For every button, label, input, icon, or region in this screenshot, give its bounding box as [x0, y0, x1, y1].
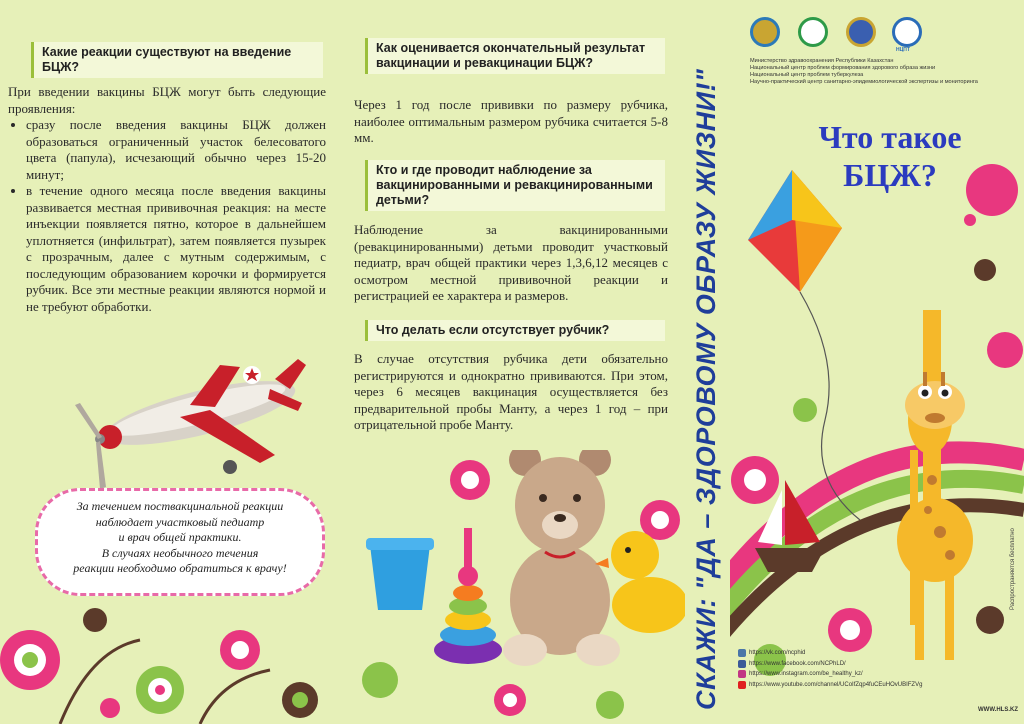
reactions-intro: При введении вакцины БЦЖ могут быть следующие проявления:	[8, 84, 326, 116]
cover-illustration	[730, 160, 1024, 724]
panel-reactions	[0, 0, 340, 724]
cloud-line: наблюдает участковый педиатр	[95, 514, 265, 529]
slogan-text: СКАЖИ: "ДА – ЗДОРОВОМУ ОБРАЗУ ЖИЗНИ!"	[691, 68, 721, 710]
cloud-line: и врач общей практики.	[118, 530, 242, 544]
social-link-facebook[interactable]	[738, 659, 948, 670]
toy-airplane-illustration	[70, 355, 310, 495]
result-text: Через 1 год после прививки по размеру рубчика, наиболее оптимальным размером рубчика считается 5-8 мм.	[354, 97, 668, 145]
cover-panel	[730, 0, 1024, 724]
social-link-instagram[interactable]	[738, 669, 948, 680]
cloud-line: За течением поствакцинальной реакции	[76, 499, 284, 513]
ncpt-logo-caption: НЦПТ	[896, 47, 910, 53]
cloud-line: реакции необходимо обратиться к врачу!	[73, 561, 287, 575]
organization-name: Национальный центр проблем формирования здорового образа жизни	[750, 65, 936, 71]
organization-name: Национальный центр проблем туберкулеза	[750, 72, 864, 78]
cloud-line: В случаях необычного течения	[101, 545, 259, 560]
cover-title-line: БЦЖ?	[843, 157, 937, 193]
youtube-icon	[738, 681, 746, 689]
website-link[interactable]: WWW.HLS.KZ	[978, 707, 1018, 713]
reactions-body	[8, 84, 326, 315]
organization-name: Министерство здравоохранения Республики Казахстан	[750, 58, 894, 64]
panel-results	[340, 0, 685, 724]
distribution-note: Распространяется бесплатно	[1010, 528, 1016, 610]
reaction-item: • сразу после введения вакцины БЦЖ должен образоваться ограниченный участок белесоватого цвета (папула), исчезающий обычно через 15-20 минут;	[26, 117, 326, 183]
observation-text: Наблюдение за вакцинированными (ревакцинированными) детьми проводит участковый педиатр, врач общей практики через 1,3,6,12 месяцев с осмотром местной прививочной реакции и регистрацией ее характера и размеров.	[354, 222, 668, 303]
link-text: https://www.instagram.com/be_healthy_kz/	[749, 671, 863, 677]
organization-name: Научно-практический центр санитарно-эпидемиологической экспертизы и мониторинга	[750, 79, 978, 85]
slogan-spine	[685, 0, 730, 724]
result-heading: Как оценивается окончательный результат вакцинации и ревакцинации БЦЖ?	[365, 38, 665, 74]
facebook-icon	[738, 660, 746, 668]
link-text: https://www.facebook.com/NCPhLD/	[749, 660, 846, 667]
vk-icon	[738, 649, 746, 657]
toys-illustration	[360, 450, 685, 724]
kazakhstan-emblem-icon	[750, 17, 780, 47]
healthy-lifestyle-logo-icon	[798, 17, 828, 47]
reactions-list	[8, 117, 326, 315]
no-scar-heading: Что делать если отсутствует рубчик?	[365, 320, 665, 341]
organizations-list	[750, 58, 1015, 86]
link-text: https://www.youtube.com/channel/UCoIfZqp4fuCEuHOvUBIFZVg	[749, 681, 923, 688]
cover-title-line: Что такое	[818, 119, 962, 155]
instagram-icon	[738, 670, 746, 678]
observation-heading: Кто и где проводит наблюдение за вакцинированными и ревакцинированными детьми?	[365, 160, 665, 211]
social-links	[738, 648, 948, 690]
reaction-item: • в течение одного месяца после введения вакцины развивается местная прививочная реакция: на месте инъекции появляется пятно, которое в дальнейшем уплотняется (инфильтрат), затем появляется пузырек с прозрачным, далее с мутным содержимым, с последующим образованием корочки и формируется рубчик. Все эти местные реакции являются нормой и не требуют обработки.	[26, 183, 326, 315]
no-scar-text: В случае отсутствия рубчика дети обязательно регистрируются и однократно прививаются. При этом, через 6 месяцев вакцинация осуществляется без предварительной пробы Манту, а через 1 год – при отрицательной пробе Манту.	[354, 351, 668, 432]
ncpt-logo-icon	[892, 17, 922, 47]
link-text: https://vk.com/ncphid	[749, 650, 806, 656]
social-link-youtube[interactable]	[738, 680, 948, 691]
tuberculosis-center-logo-icon	[846, 17, 876, 47]
flower-decoration-left	[0, 590, 340, 724]
social-link-vk[interactable]	[738, 648, 948, 659]
doctor-note-cloud	[35, 488, 325, 596]
reactions-heading: Какие реакции существуют на введение БЦЖ?	[31, 42, 323, 78]
